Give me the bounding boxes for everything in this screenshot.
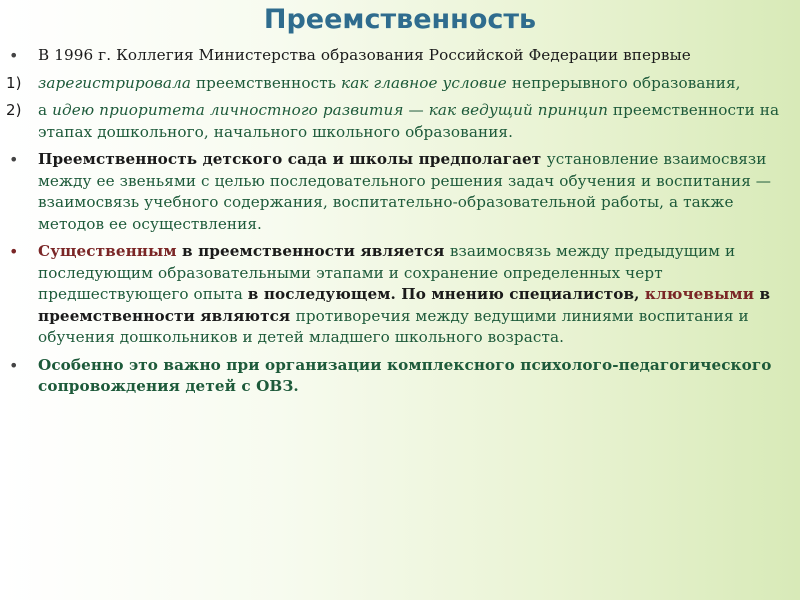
- bullet-icon: •: [9, 355, 19, 375]
- text-run: в последующем. По мнению специалистов,: [247, 285, 645, 303]
- numbered-item-1: [6, 73, 794, 95]
- bullet-icon: •: [9, 46, 19, 65]
- text-run: преемственность: [191, 73, 342, 92]
- text-run: как ведущий принцип: [428, 101, 608, 119]
- text-run: —: [403, 101, 429, 119]
- list-item: [9, 355, 794, 398]
- text-run: непрерывного образования,: [506, 73, 741, 92]
- text-run: в преемственности является: [176, 242, 450, 260]
- text-run: Особенно это важно при организации комплексного психолого-педагогического сопровождения детей с ОВЗ.: [38, 355, 772, 395]
- numbered-item-2: [6, 100, 794, 143]
- text-run: Преемственность детского сада и школы предполагает: [38, 150, 547, 168]
- slide-body: [6, 45, 794, 404]
- list-number: 2): [6, 101, 22, 119]
- text-run: преемственности на этапах дошкольного, начального школьного образования.: [38, 101, 780, 141]
- bullet-icon: •: [9, 242, 19, 261]
- text-run: Существенным: [38, 242, 177, 260]
- list-item: [9, 45, 794, 67]
- text-run: в преемственности являются: [38, 285, 771, 325]
- text-run: как главное условие: [341, 73, 507, 92]
- slide-title: Преемственность: [263, 4, 537, 35]
- text-run: установление взаимосвязи между ее звеньями с целью последовательного решения задач обучения и воспитания — взаимосвязь учебного содержания, воспитательно-образовательной работы, а также методов ее осуществления.: [38, 150, 772, 233]
- text-run: зарегистрировала: [38, 73, 192, 92]
- text-run: ключевыми: [644, 285, 755, 303]
- list-item: [9, 241, 794, 349]
- text-run: идею приоритета личностного развития: [52, 101, 404, 119]
- list-item: [9, 149, 794, 235]
- text-run: В 1996 г. Коллегия Министерства образования Российской Федерации впервые: [38, 46, 691, 64]
- text-run: а: [38, 101, 53, 119]
- text-run: противоречия между ведущими линиями воспитания и обучения дошкольников и детей младшего школьного возраста.: [38, 306, 749, 346]
- text-run: взаимосвязь между предыдущим и последующим образовательными этапами и сохранение определенных черт предшествующего опыта: [38, 242, 736, 303]
- bullet-icon: •: [9, 150, 19, 169]
- list-number: 1): [6, 73, 22, 92]
